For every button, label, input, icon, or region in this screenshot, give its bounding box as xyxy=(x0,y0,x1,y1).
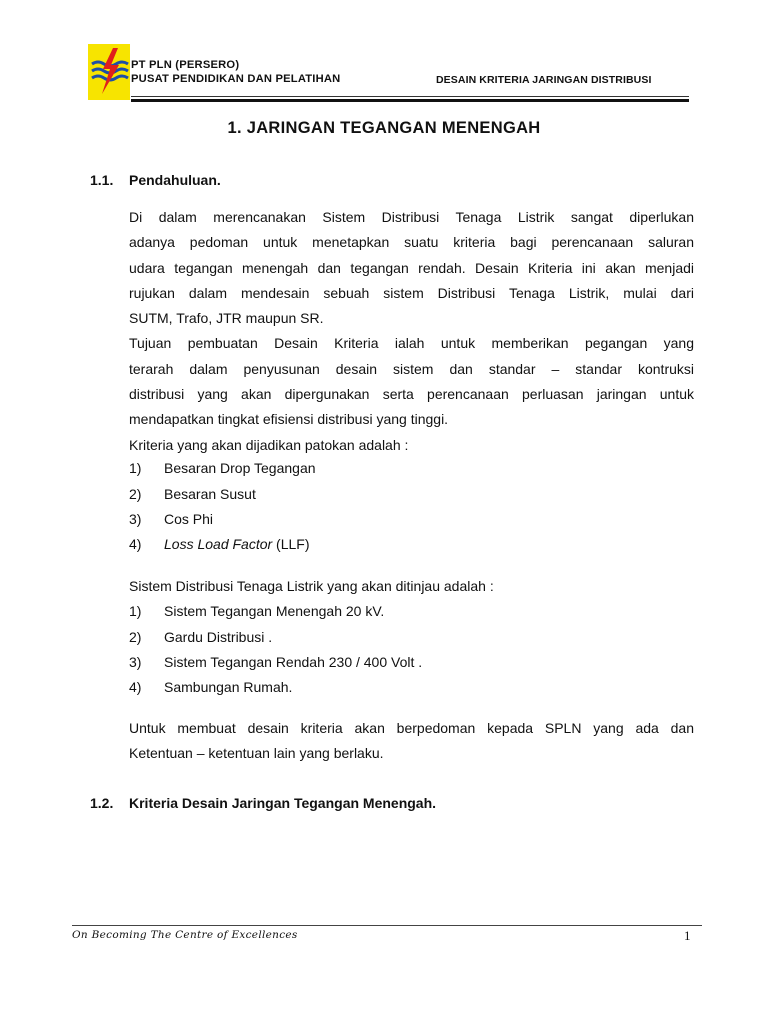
list-number: 4) xyxy=(129,679,142,695)
header-company: PT PLN (PERSERO) xyxy=(131,59,240,71)
list-text: Sambungan Rumah. xyxy=(164,679,293,695)
criteria-intro: Kriteria yang akan dijadikan patokan adalah : xyxy=(129,436,409,453)
intro-paragraph xyxy=(129,205,694,458)
header-document-title: DESAIN KRITERIA JARINGAN DISTRIBUSI xyxy=(436,74,652,86)
list-text: Cos Phi xyxy=(164,511,214,527)
list-number: 1) xyxy=(129,460,142,476)
section-title: Pendahuluan. xyxy=(129,172,221,188)
header-unit: PUSAT PENDIDIKAN DAN PELATIHAN xyxy=(131,73,341,85)
list-text: Besaran Susut xyxy=(164,486,256,502)
list-number: 2) xyxy=(129,486,142,502)
list-text xyxy=(164,536,310,552)
paragraph-line: mendapatkan tingkat efisiensi distribusi yang tinggi. xyxy=(129,411,449,428)
list-text: Sistem Tegangan Rendah 230 / 400 Volt . xyxy=(164,654,423,670)
chapter-title: 1. JARINGAN TEGANGAN MENENGAH xyxy=(227,119,541,137)
list-number: 2) xyxy=(129,629,142,645)
list-number: 3) xyxy=(129,654,142,670)
italic-term: Loss Load Factor xyxy=(164,536,273,552)
systems-intro-text: Sistem Distribusi Tenaga Listrik yang akan ditinjau adalah : xyxy=(129,578,494,594)
list-number: 1) xyxy=(129,603,142,619)
section-number: 1.2. xyxy=(90,795,114,811)
footer-divider xyxy=(72,925,702,926)
header-divider-thin xyxy=(131,96,689,97)
paragraph-line: rujukan dalam mendesain sebuah sistem Distribusi Tenaga Listrik, mulai dari xyxy=(129,284,694,301)
term-suffix: (LLF) xyxy=(272,536,310,552)
list-text: Besaran Drop Tegangan xyxy=(164,460,316,476)
closing-paragraph xyxy=(129,716,694,767)
paragraph-line: adanya pedoman untuk menetapkan suatu kriteria bagi perencanaan saluran xyxy=(129,234,694,251)
list-number: 3) xyxy=(129,511,142,527)
paragraph-line: Untuk membuat desain kriteria akan berpedoman kepada SPLN yang ada dan xyxy=(129,720,694,736)
footer-motto: On Becoming The Centre of Excellences xyxy=(72,929,298,941)
list-text: Sistem Tegangan Menengah 20 kV. xyxy=(164,603,385,619)
paragraph-line: Di dalam merencanakan Sistem Distribusi Tenaga Listrik sangat diperlukan xyxy=(129,209,694,225)
header-divider-thick xyxy=(131,99,689,102)
paragraph-line: Tujuan pembuatan Desain Kriteria ialah untuk memberikan pegangan yang xyxy=(129,335,694,352)
paragraph-line: distribusi yang akan dipergunakan serta perencanaan perluasan jaringan untuk xyxy=(129,386,694,403)
list-text: Gardu Distribusi . xyxy=(164,629,273,645)
list-number: 4) xyxy=(129,536,142,552)
section-number: 1.1. xyxy=(90,172,114,188)
paragraph-line: SUTM, Trafo, JTR maupun SR. xyxy=(129,310,324,327)
section-title: Kriteria Desain Jaringan Tegangan Menengah. xyxy=(129,795,437,811)
paragraph-line: terarah dalam penyusunan desain sistem dan standar – standar kontruksi xyxy=(129,360,694,377)
page-number: 1 xyxy=(684,928,691,943)
pln-logo-icon xyxy=(88,44,130,100)
paragraph-line: Ketentuan – ketentuan lain yang berlaku. xyxy=(129,745,384,762)
paragraph-line: udara tegangan menengah dan tegangan rendah. Desain Kriteria ini akan menjadi xyxy=(129,259,694,276)
